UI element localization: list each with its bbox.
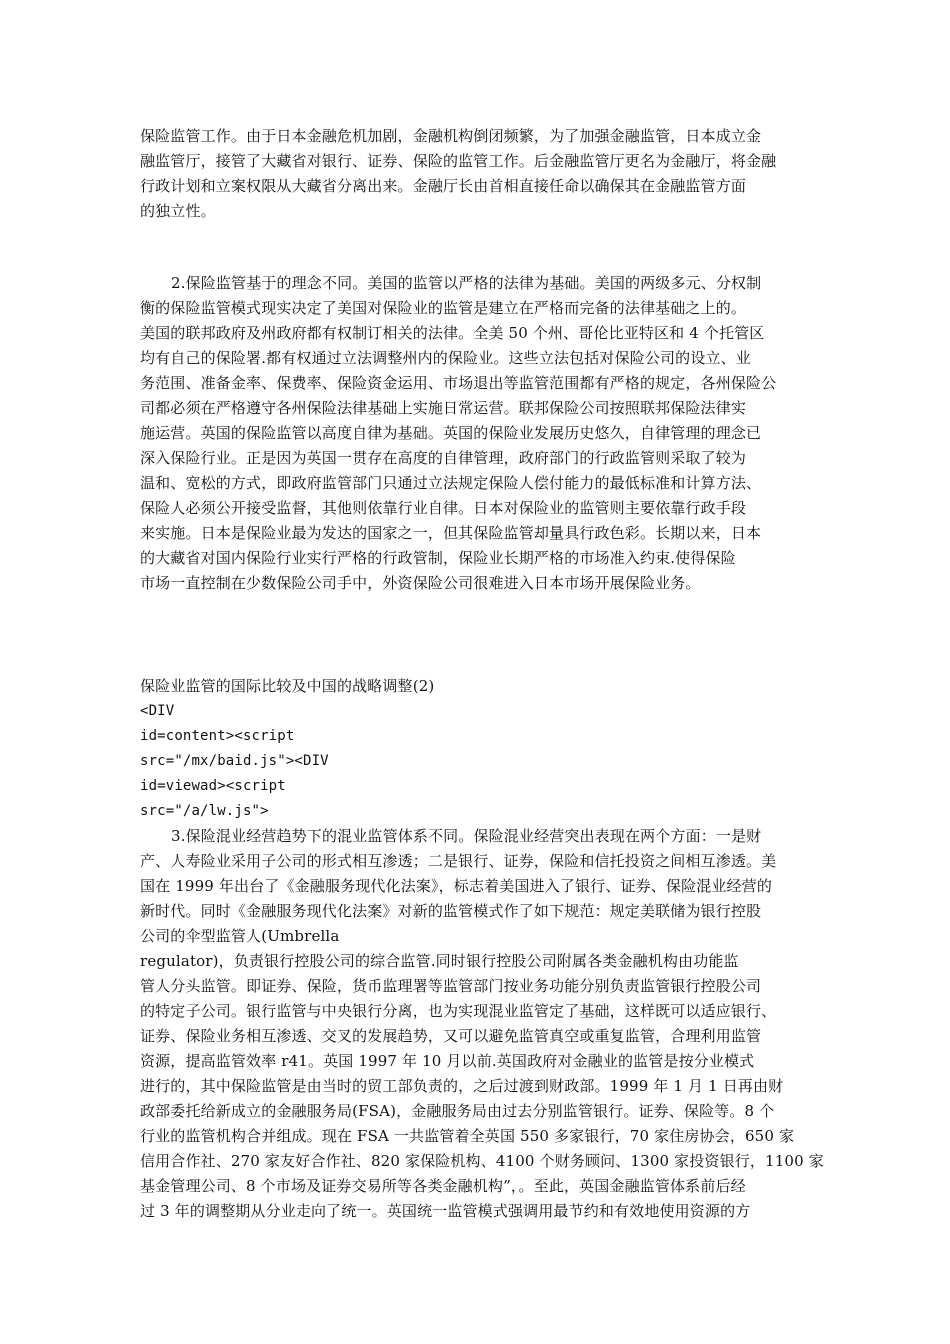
paragraph-3-line: 证券、保险业务相互渗透、交叉的发展趋势，又可以避免监管真空或重复监管，合理利用监管: [140, 1027, 762, 1045]
section-title: 保险业监管的国际比较及中国的战略调整(2): [140, 677, 435, 695]
code-line: src="/a/lw.js">: [140, 803, 269, 819]
paragraph-2-line: 司都必须在严格遵守各州保险法律基础上实施日常运营。联邦保险公司按照联邦保险法律实: [140, 399, 747, 417]
paragraph-1-line: 的独立性。: [140, 202, 216, 220]
paragraph-3-line: 行业的监管机构合并组成。现在 FSA 一共监管着全英国 550 多家银行，70 家住房协会，650 家: [140, 1127, 795, 1145]
paragraph-3-line: 进行的，其中保险监管是由当时的贸工部负责的，之后过渡到财政部。1999 年 1 月 1 日再由财: [140, 1077, 784, 1095]
paragraph-3-line: 基金管理公司、8 个市场及证券交易所等各类金融机构”，。至此，英国金融监管体系前后经: [140, 1177, 746, 1195]
paragraph-2-line: 均有自己的保险署.都有权通过立法调整州内的保险业。这些立法包括对保险公司的设立、业: [140, 349, 751, 367]
paragraph-3-line: 信用合作社、270 家友好合作社、820 家保险机构、4100 个财务顾问、1300 家投资银行，1100 家: [140, 1152, 824, 1170]
paragraph-2-line: 务范围、准备金率、保费率、保险资金运用、市场退出等监管范围都有严格的规定，各州保险公: [140, 374, 777, 392]
paragraph-2-line: 2.保险监管基于的理念不同。美国的监管以严格的法律为基础。美国的两级多元、分权制: [171, 274, 762, 292]
paragraph-1-line: 保险监管工作。由于日本金融危机加剧，金融机构倒闭频繁，为了加强金融监管，日本成立金: [140, 127, 762, 145]
code-line: id=content><script: [140, 728, 295, 744]
paragraph-2-line: 施运营。英国的保险监管以高度自律为基础。英国的保险业发展历史悠久，自律管理的理念已: [140, 424, 762, 442]
paragraph-2-line: 衡的保险监管模式现实决定了美国对保险业的监管是建立在严格而完备的法律基础之上的。: [140, 299, 747, 317]
paragraph-3-line: regulator)，负责银行控股公司的综合监管.同时银行控股公司附属各类金融机构由功能监: [140, 952, 739, 970]
paragraph-2-line: 美国的联邦政府及州政府都有权制订相关的法律。全美 50 个州、哥伦比亚特区和 4 个托管区: [140, 324, 765, 342]
paragraph-2-line: 温和、宽松的方式，即政府监管部门只通过立法规定保险人偿付能力的最低标准和计算方法、: [140, 474, 762, 492]
paragraph-3-line: 管人分头监管。即证券、保险，货币监理署等监管部门按业务功能分别负责监管银行控股公司: [140, 977, 762, 995]
paragraph-2-line: 来实施。日本是保险业最为发达的国家之一，但其保险监管却量具行政色彩。长期以来，日本: [140, 524, 762, 542]
paragraph-3-line: 的特定子公司。银行监管与中央银行分离，也为实现混业监管定了基础，这样既可以适应银行、: [140, 1002, 777, 1020]
paragraph-2-line: 市场一直控制在少数保险公司手中，外资保险公司很难进入日本市场开展保险业务。: [140, 574, 701, 592]
paragraph-2-line: 保险人必须公开接受监督，其他则依靠行业自律。日本对保险业的监管则主要依靠行政手段: [140, 499, 747, 517]
paragraph-3-line: 公司的伞型监管人(Umbrella: [140, 927, 340, 945]
paragraph-3-line: 政部委托给新成立的金融服务局(FSA)，金融服务局由过去分别监管银行。证券、保险等。8 个: [140, 1102, 775, 1120]
paragraph-3-line: 过 3 年的调整期从分业走向了统一。英国统一监管模式强调用最节约和有效地使用资源的方: [140, 1202, 751, 1220]
code-line: id=viewad><script: [140, 778, 286, 794]
code-line: src="/mx/baid.js"><DIV: [140, 753, 329, 769]
paragraph-2-line: 深入保险行业。正是因为英国一贯存在高度的自律管理，政府部门的行政监管则采取了较为: [140, 449, 747, 467]
paragraph-1-line: 行政计划和立案权限从大藏省分离出来。金融厅长由首相直接任命以确保其在金融监管方面: [140, 177, 747, 195]
paragraph-3-line: 产、人寿险业采用子公司的形式相互渗透；二是银行、证券，保险和信托投资之间相互渗透。美: [140, 852, 777, 870]
paragraph-3-line: 3.保险混业经营趋势下的混业监管体系不同。保险混业经营突出表现在两个方面：一是财: [171, 827, 762, 845]
paragraph-3-line: 资源，提高监管效率 r41。英国 1997 年 10 月以前.英国政府对金融业的监管是按分业模式: [140, 1052, 755, 1070]
paragraph-1-line: 融监管厅，接管了大藏省对银行、证券、保险的监管工作。后金融监管厅更名为金融厅，将金融: [140, 152, 777, 170]
code-line: <DIV: [140, 703, 175, 719]
paragraph-2-line: 的大藏省对国内保险行业实行严格的行政管制，保险业长期严格的市场准入约束.使得保险: [140, 549, 736, 567]
paragraph-3-line: 新时代。同时《金融服务现代化法案》对新的监管模式作了如下规范：规定美联储为银行控股: [140, 902, 762, 920]
paragraph-3-line: 国在 1999 年出台了《金融服务现代化法案》，标志着美国进入了银行、证券、保险混业经营的: [140, 877, 772, 895]
